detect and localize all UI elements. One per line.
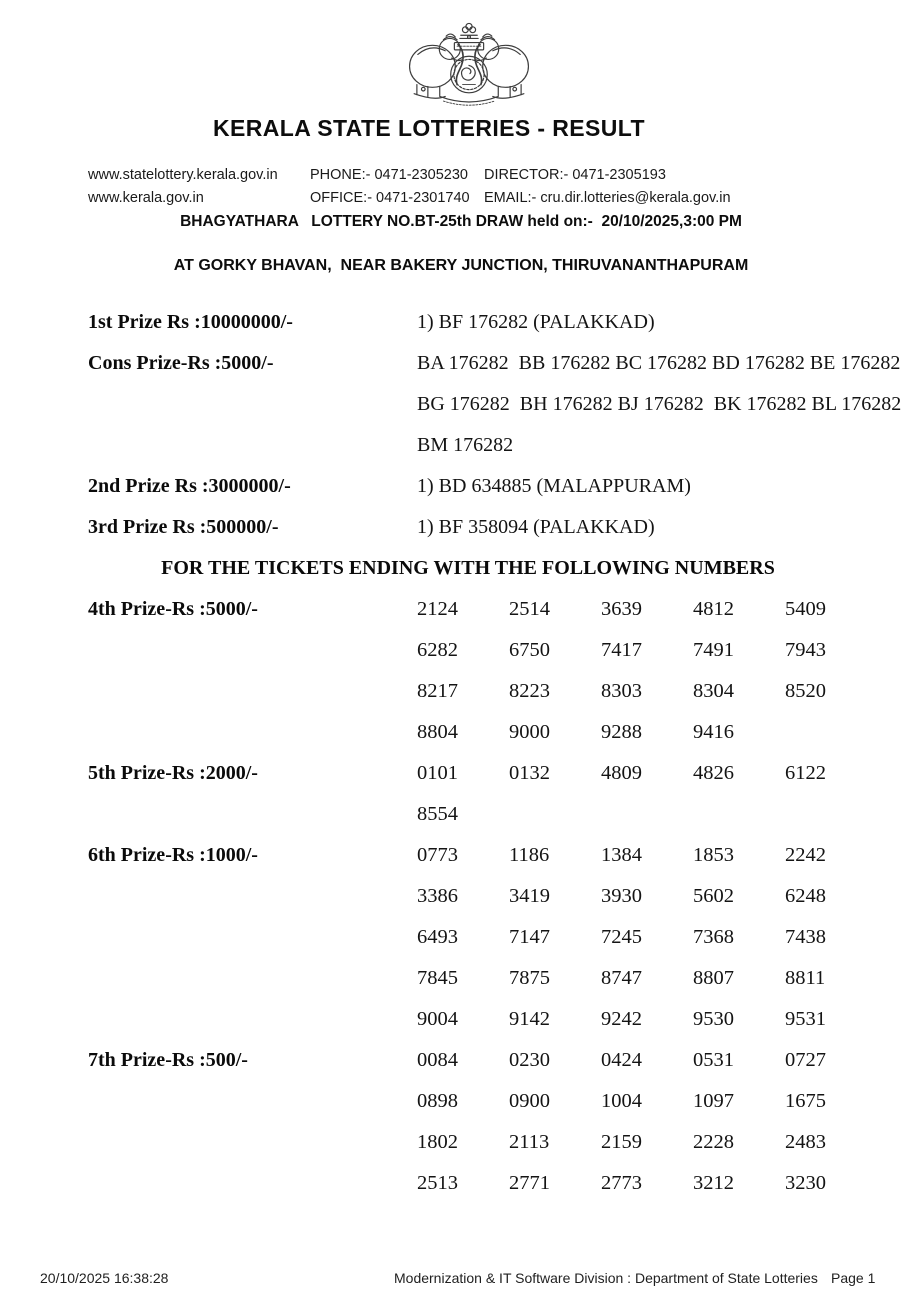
winning-ticket-text: BM 176282	[417, 434, 514, 456]
ticket-number: 3230	[785, 1172, 826, 1194]
winning-ticket-text: BA 176282 BB 176282 BC 176282 BD 176282 BE 176282	[417, 352, 901, 374]
ticket-number: 9004	[417, 1008, 458, 1030]
prize-row	[88, 1049, 878, 1090]
ticket-number: 1186	[509, 844, 550, 866]
ticket-number: 7368	[693, 926, 734, 948]
footer-timestamp: 20/10/2025 16:38:28	[40, 1270, 169, 1286]
ticket-number: 3386	[417, 885, 458, 907]
prize-row	[88, 475, 878, 516]
prize-row	[88, 639, 878, 680]
ticket-number-row	[417, 844, 877, 867]
prize-row	[88, 1008, 878, 1049]
ticket-number: 1853	[693, 844, 734, 866]
ticket-number-row	[417, 721, 785, 744]
ticket-number: 7245	[601, 926, 642, 948]
ticket-number: 3930	[601, 885, 642, 907]
prize-row	[88, 1131, 878, 1172]
ticket-number: 1384	[601, 844, 642, 866]
ticket-number: 7438	[785, 926, 826, 948]
ticket-number: 0531	[693, 1049, 734, 1071]
ticket-number: 9530	[693, 1008, 734, 1030]
ticket-number: 1097	[693, 1090, 734, 1112]
ticket-number: 2113	[509, 1131, 550, 1153]
prize-row	[88, 1172, 878, 1213]
winning-ticket-text: 1) BF 176282 (PALAKKAD)	[417, 311, 655, 333]
winning-ticket-text: 1) BF 358094 (PALAKKAD)	[417, 516, 655, 538]
ticket-number: 4809	[601, 762, 642, 784]
prize-label: 1st Prize Rs :10000000/-	[88, 311, 293, 333]
ticket-number: 4826	[693, 762, 734, 784]
tickets-ending-heading: FOR THE TICKETS ENDING WITH THE FOLLOWING NUMBERS	[161, 557, 775, 579]
ticket-number: 6750	[509, 639, 550, 661]
ticket-number-row	[417, 926, 877, 949]
prize-row	[88, 803, 878, 844]
prize-row	[88, 885, 878, 926]
ticket-number: 8807	[693, 967, 734, 989]
ticket-number: 8223	[509, 680, 550, 702]
ticket-number-row	[417, 639, 877, 662]
ticket-number-row	[417, 1090, 877, 1113]
ticket-number-row	[417, 1131, 877, 1154]
ticket-number: 1004	[601, 1090, 642, 1112]
ticket-number: 7147	[509, 926, 550, 948]
prize-row	[88, 1090, 878, 1131]
ticket-number-row	[417, 803, 509, 826]
ticket-number: 8804	[417, 721, 458, 743]
ticket-number: 3212	[693, 1172, 734, 1194]
ticket-number: 4812	[693, 598, 734, 620]
ticket-number: 1802	[417, 1131, 458, 1153]
prize-row	[88, 598, 878, 639]
ticket-number: 0898	[417, 1090, 458, 1112]
draw-info-line: BHAGYATHARA LOTTERY NO.BT-25th DRAW held on:- 20/10/2025,3:00 PM	[180, 213, 742, 230]
ticket-number: 2771	[509, 1172, 550, 1194]
ticket-number: 0101	[417, 762, 458, 784]
prize-row	[88, 967, 878, 1008]
ticket-number: 8217	[417, 680, 458, 702]
prize-label: 4th Prize-Rs :5000/-	[88, 598, 258, 620]
ticket-number: 7943	[785, 639, 826, 661]
ticket-number: 0084	[417, 1049, 458, 1071]
ticket-number: 3639	[601, 598, 642, 620]
ticket-number: 8304	[693, 680, 734, 702]
footer-division: Modernization & IT Software Division : Department of State Lotteries	[394, 1270, 818, 1286]
prize-row	[88, 844, 878, 885]
prize-row	[88, 926, 878, 967]
prize-row	[88, 393, 902, 434]
ticket-number: 5409	[785, 598, 826, 620]
prize-row	[88, 721, 878, 762]
prize-row	[88, 352, 901, 393]
ticket-number-row	[417, 1049, 877, 1072]
ticket-number: 8554	[417, 803, 458, 825]
ticket-number-row	[417, 885, 877, 908]
ticket-number: 6248	[785, 885, 826, 907]
prize-row	[88, 680, 878, 721]
ticket-number: 7845	[417, 967, 458, 989]
ticket-number: 9142	[509, 1008, 550, 1030]
prize-row	[88, 516, 878, 557]
ticket-number: 9242	[601, 1008, 642, 1030]
ticket-number: 2513	[417, 1172, 458, 1194]
office-number: OFFICE:- 0471-2301740	[310, 190, 470, 206]
ticket-number: 6282	[417, 639, 458, 661]
ticket-number: 9416	[693, 721, 734, 743]
venue-line: AT GORKY BHAVAN, NEAR BAKERY JUNCTION, THIRUVANANTHAPURAM	[173, 257, 749, 274]
ticket-number-row	[417, 1008, 877, 1031]
prize-label: 6th Prize-Rs :1000/-	[88, 844, 258, 866]
ticket-number: 2773	[601, 1172, 642, 1194]
ticket-number-row	[417, 680, 877, 703]
ticket-number: 8811	[785, 967, 826, 989]
ticket-number: 2124	[417, 598, 458, 620]
ticket-number: 6122	[785, 762, 826, 784]
prize-row	[88, 311, 878, 352]
website-kerala: www.kerala.gov.in	[88, 190, 204, 206]
phone-number: PHONE:- 0471-2305230	[310, 167, 468, 183]
ticket-number: 9000	[509, 721, 550, 743]
winning-ticket-text: BG 176282 BH 176282 BJ 176282 BK 176282 BL 176282	[417, 393, 902, 415]
winning-ticket-text: 1) BD 634885 (MALAPPURAM)	[417, 475, 691, 497]
prize-label: 3rd Prize Rs :500000/-	[88, 516, 279, 538]
ticket-number: 7417	[601, 639, 642, 661]
ticket-number: 7491	[693, 639, 734, 661]
ticket-number: 2242	[785, 844, 826, 866]
ticket-number: 2228	[693, 1131, 734, 1153]
prize-row	[88, 762, 878, 803]
ticket-number: 0230	[509, 1049, 550, 1071]
director-number: DIRECTOR:- 0471-2305193	[484, 167, 666, 183]
kerala-government-emblem-icon	[405, 8, 533, 110]
ticket-number: 2483	[785, 1131, 826, 1153]
ticket-number: 2514	[509, 598, 550, 620]
ticket-number: 6493	[417, 926, 458, 948]
ticket-number: 0424	[601, 1049, 642, 1071]
ticket-number: 0773	[417, 844, 458, 866]
ticket-number: 5602	[693, 885, 734, 907]
ticket-number: 7875	[509, 967, 550, 989]
ticket-number: 9531	[785, 1008, 826, 1030]
ticket-number: 0900	[509, 1090, 550, 1112]
ticket-number-row	[417, 598, 877, 621]
prize-label: 5th Prize-Rs :2000/-	[88, 762, 258, 784]
ticket-number: 8747	[601, 967, 642, 989]
prize-row	[88, 434, 878, 475]
ticket-number: 3419	[509, 885, 550, 907]
ticket-number: 0727	[785, 1049, 826, 1071]
ticket-number-row	[417, 1172, 877, 1195]
ticket-number: 8520	[785, 680, 826, 702]
ticket-number-row	[417, 762, 877, 785]
page-title: KERALA STATE LOTTERIES - RESULT	[213, 115, 645, 141]
ticket-number: 8303	[601, 680, 642, 702]
ticket-number: 9288	[601, 721, 642, 743]
ticket-number: 0132	[509, 762, 550, 784]
website-statelottery: www.statelottery.kerala.gov.in	[88, 167, 278, 183]
ticket-number: 2159	[601, 1131, 642, 1153]
prize-results	[88, 311, 902, 1213]
prize-label: 2nd Prize Rs :3000000/-	[88, 475, 291, 497]
ticket-number: 1675	[785, 1090, 826, 1112]
prize-label: Cons Prize-Rs :5000/-	[88, 352, 274, 374]
ticket-number-row	[417, 967, 877, 990]
prize-label: 7th Prize-Rs :500/-	[88, 1049, 248, 1071]
footer-page-number: Page 1	[831, 1270, 876, 1286]
email-address: EMAIL:- cru.dir.lotteries@kerala.gov.in	[484, 190, 731, 206]
